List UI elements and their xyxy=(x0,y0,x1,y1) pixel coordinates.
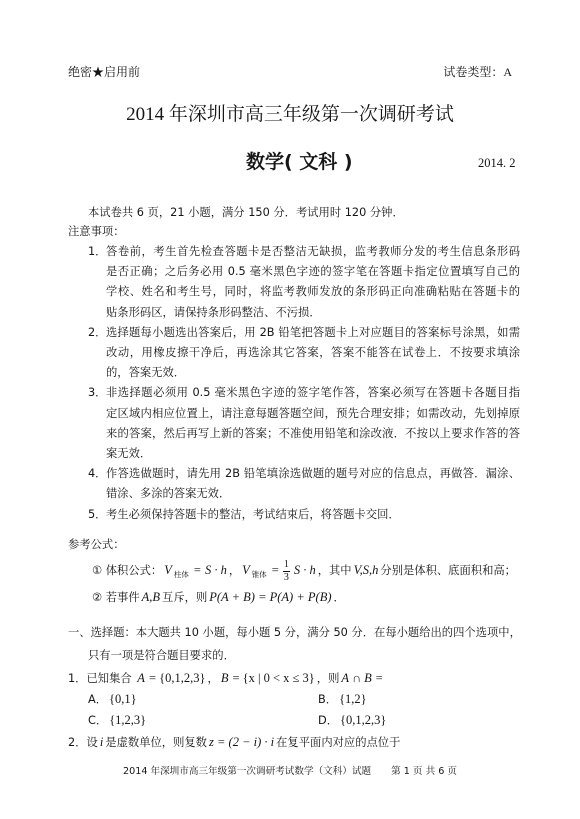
event-variables: A,B xyxy=(141,590,161,604)
option-label: B． xyxy=(318,693,338,706)
option-d xyxy=(318,710,388,731)
formula-marker: ① xyxy=(92,564,103,577)
question-text: ，则 xyxy=(316,672,340,685)
option-value: {1,2,3} xyxy=(109,713,147,727)
notice-item-5 xyxy=(88,505,520,525)
notice-item-number: 5． xyxy=(88,507,107,521)
formula-comma: ， xyxy=(228,564,241,577)
equals-sign: = xyxy=(193,563,201,577)
volume-symbol: V xyxy=(242,563,250,577)
set-a-value: = {0,1,2,3} xyxy=(148,671,206,685)
formula-marker: ② xyxy=(92,591,103,604)
page-footer xyxy=(0,765,580,779)
question-2 xyxy=(68,732,400,753)
prism-subscript: 柱体 xyxy=(173,570,189,579)
option-value: {0,1,2,3} xyxy=(340,713,387,727)
formula-text: 若事件 xyxy=(105,591,140,604)
option-c xyxy=(88,710,148,731)
notice-item-1 xyxy=(88,242,520,323)
option-label: A． xyxy=(88,693,108,706)
fraction-numerator: 1 xyxy=(283,558,289,570)
option-value: {0,1} xyxy=(109,692,137,706)
set-b-variable: B xyxy=(220,671,229,685)
question-number: 1． xyxy=(68,672,87,685)
formula-volume xyxy=(92,557,516,583)
cone-subscript: 锥体 xyxy=(251,570,267,579)
notice-item-line: 作答选做题时，请先用 2B 铅笔填涂选做题的题号对应的信息点，再做答．漏涂、 xyxy=(106,467,520,481)
formula-label: 体积公式： xyxy=(105,564,163,577)
notice-item-number: 4． xyxy=(88,467,107,481)
notice-item-text xyxy=(106,242,520,323)
formula-text: 互斥，则 xyxy=(162,591,208,604)
question-text: 在复平面内对应的点位于 xyxy=(276,736,401,749)
notice-item-line: 选择题每小题选出答案后，用 2B 铅笔把答题卡上对应题目的答案标号涂黑，如需 xyxy=(106,325,520,339)
question-text: 设 xyxy=(86,736,98,749)
notice-item-text xyxy=(106,505,520,525)
confidential-label: 绝密★启用前 xyxy=(68,65,141,79)
intro-text: 本试卷共 6 页，21 小题，满分 150 分．考试用时 120 分钟． xyxy=(88,206,404,219)
probability-formula: P(A + B) = P(A) + P(B) xyxy=(209,590,332,604)
notice-item-line: 定区域内相应位置上，请注意每题答题空间，预先合理安排；如需改动，先划掉原 xyxy=(106,406,520,420)
formula-description: 分别是体积、底面积和高； xyxy=(380,564,516,577)
subject-title: 数学( 文科 ) xyxy=(246,151,353,173)
notice-item-3 xyxy=(88,383,520,464)
section-heading: 一、选择题：本大题共 10 小题，每小题 5 分，满分 50 分．在每小题给出的四个选项中， xyxy=(68,626,521,639)
formula-where: ，其中 xyxy=(317,564,352,577)
question-1 xyxy=(68,668,385,689)
formula-variables: V,S,h xyxy=(353,563,379,577)
imaginary-unit: i xyxy=(99,735,104,749)
prism-formula: S · h xyxy=(204,563,227,577)
notice-item-line: 非选择题必须用 0.5 毫米黑色字迹的签字笔作答，答案必须写在答题卡各题目指 xyxy=(106,386,520,400)
option-value: {1,2} xyxy=(339,692,367,706)
notice-item-number: 1． xyxy=(88,245,107,258)
notice-item-line: 贴条形码区，请保持条形码整洁、不污损． xyxy=(106,305,321,319)
formula-heading: 参考公式： xyxy=(68,538,125,551)
question-number: 2． xyxy=(68,736,87,749)
option-label: D． xyxy=(318,714,338,727)
formula-end: ． xyxy=(333,591,345,604)
option-b xyxy=(318,689,369,710)
question-text: 是虚数单位，则复数 xyxy=(105,736,207,749)
footer-title: 2014 年深圳市高三年级第一次调研考试数学（文科）试题 xyxy=(123,766,372,777)
notice-item-text xyxy=(106,323,520,384)
equals-sign: = xyxy=(271,563,279,577)
fraction-denominator: 3 xyxy=(283,571,289,583)
notice-item-line: 的，答案无效． xyxy=(106,366,186,380)
footer-page-number: 第 1 页 共 6 页 xyxy=(391,766,457,777)
notice-item-number: 3． xyxy=(88,386,107,400)
question-text: 已知集合 xyxy=(86,672,132,685)
set-a-variable: A xyxy=(137,671,145,685)
fraction-one-third xyxy=(283,560,290,583)
notice-item-line: 是否正确；之后务必用 0.5 毫米黑色字迹的签字笔在答题卡指定位置填写自己的 xyxy=(106,265,520,279)
set-b-value: = {x | 0 < x ≤ 3} xyxy=(232,671,315,685)
notice-item-text xyxy=(106,464,520,504)
exam-date: 2014. 2 xyxy=(478,156,516,170)
notice-item-line: 答卷前，考生首先检查答题卡是否整洁无缺损，监考教师分发的考生信息条形码 xyxy=(106,245,520,258)
notice-item-text xyxy=(106,383,520,464)
notice-item-number: 2． xyxy=(88,325,107,339)
notice-item-line: 来的答案，然后再写上新的答案；不准使用铅笔和涂改液．不按以上要求作答的答 xyxy=(106,426,520,440)
volume-symbol: V xyxy=(164,563,172,577)
notice-item-line: 错涂、多涂的答案无效． xyxy=(106,487,231,501)
question-separator: ， xyxy=(207,672,219,685)
notice-item-line: 学校、姓名和考生号，同时，将监考教师发放的条形码正向准确粘贴在答题卡的 xyxy=(106,285,520,299)
cone-formula: S · h xyxy=(293,563,316,577)
notice-item-line: 考生必须保持答题卡的整洁，考试结束后，将答题卡交回． xyxy=(106,507,400,521)
formula-exclusive xyxy=(92,587,345,608)
option-label: C． xyxy=(88,714,108,727)
option-a xyxy=(88,689,139,710)
notice-list xyxy=(88,242,520,525)
complex-expression: z = (2 − i) · i xyxy=(208,735,275,749)
notice-item-line: 改动，用橡皮擦干净后，再选涂其它答案，答案不能答在试卷上．不按要求填涂 xyxy=(106,346,520,360)
notice-heading: 注意事项： xyxy=(68,225,125,238)
intersection-expression: A ∩ B = xyxy=(341,671,384,685)
notice-item-line: 案无效． xyxy=(106,447,152,461)
paper-type-label: 试卷类型：A xyxy=(443,65,512,79)
notice-item-2 xyxy=(88,323,520,384)
notice-item-4 xyxy=(88,464,520,504)
exam-title: 2014 年深圳市高三年级第一次调研考试 xyxy=(126,104,454,125)
section-heading-continued: 只有一项是符合题目要求的． xyxy=(88,649,235,662)
